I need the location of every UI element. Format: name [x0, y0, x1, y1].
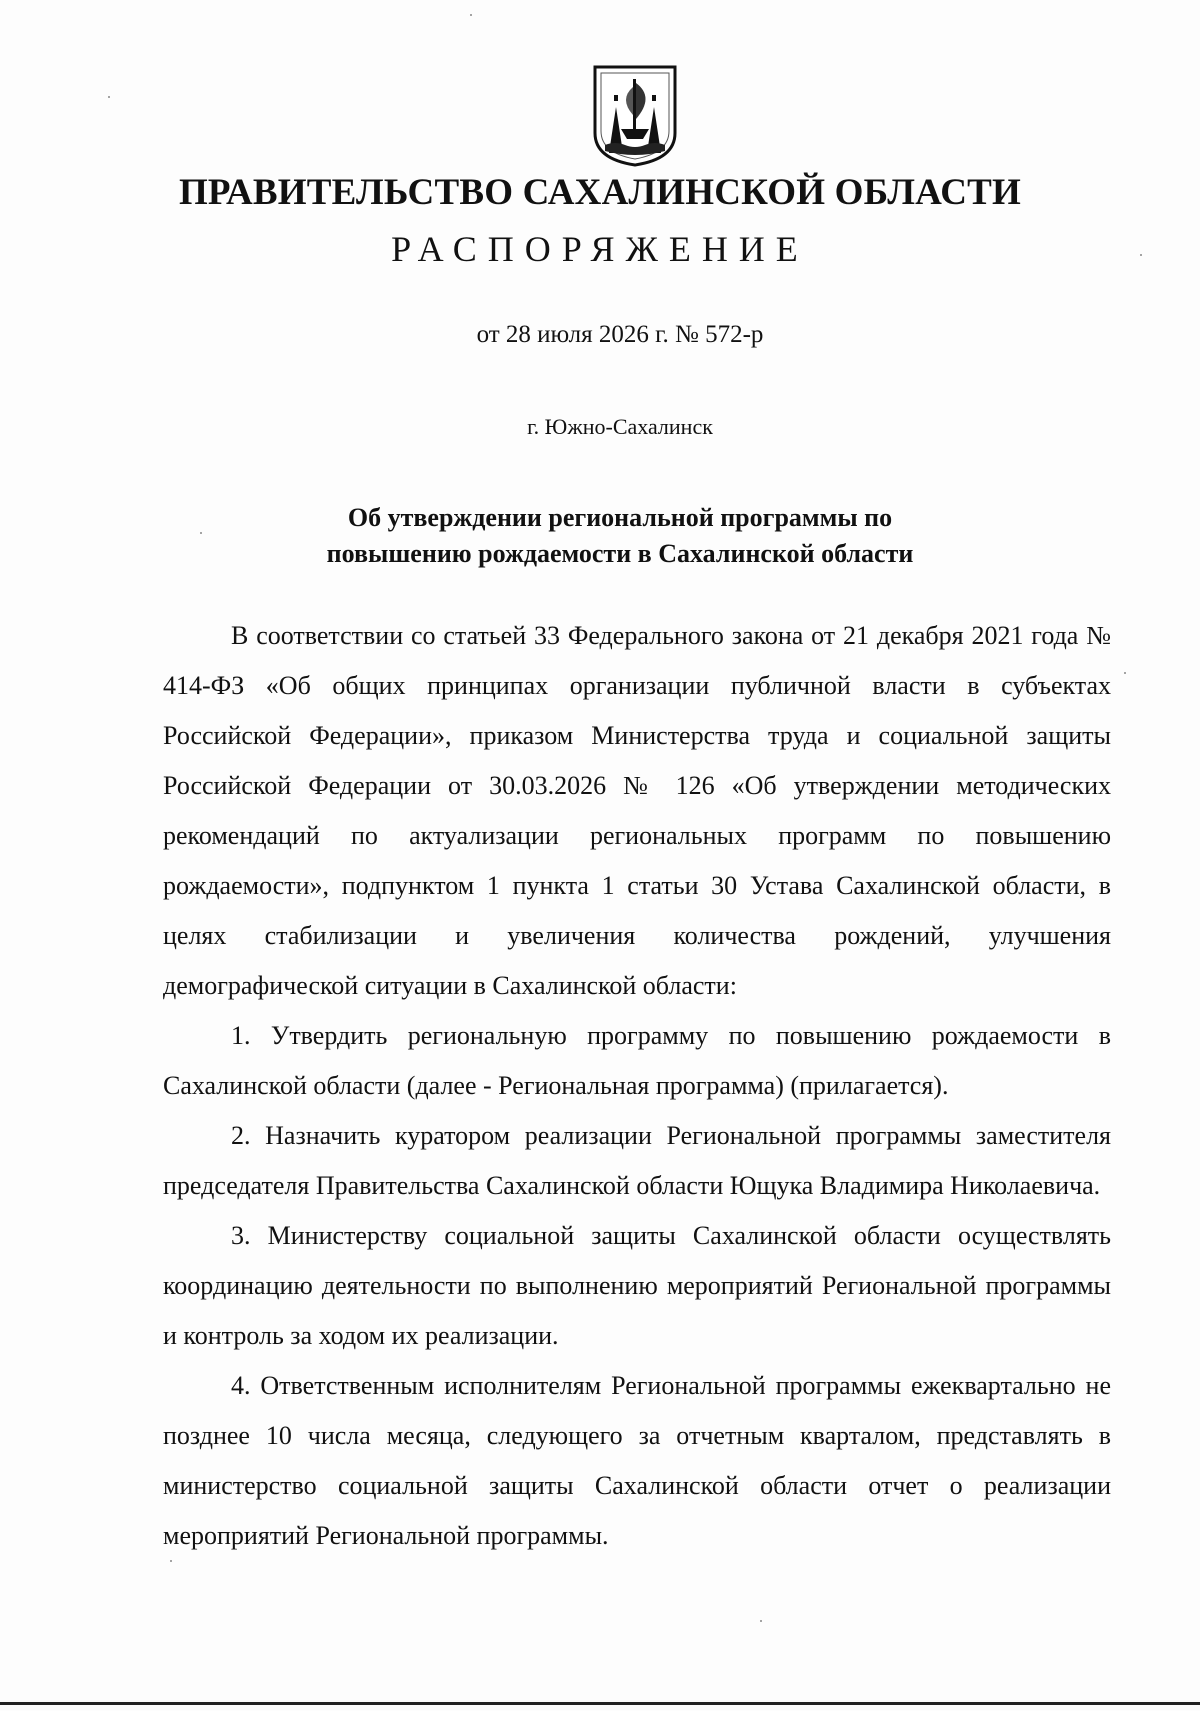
scan-speck: [170, 1560, 172, 1562]
clause-3-paragraph: 3. Министерству социальной защиты Сахалинской области осуществлять координацию деятельности по выполнению мероприятий Региональной программы и контроль за ходом их реализации.: [163, 1221, 1111, 1350]
scan-speck: [108, 96, 110, 98]
document-date-number: от 28 июля 2026 г. № 572-р: [476, 321, 764, 348]
sakhalin-coat-of-arms-icon: [589, 63, 681, 167]
clause-4-paragraph: 4. Ответственным исполнителям Региональной программы ежеквартально не позднее 10 числа месяца, следующего за отчетным кварталом, представлять в министерство социальной защиты Сахалинской области отчет о реализации мероприятий Региональной программы.: [163, 1371, 1111, 1550]
scan-speck: [1124, 672, 1126, 674]
document-heading-line2: повышению рождаемости в Сахалинской области: [326, 539, 914, 568]
scan-speck: [760, 1620, 762, 1622]
clause-1-paragraph: 1. Утвердить региональную программу по повышению рождаемости в Сахалинской области (далее - Региональная программа) (прилагается).: [163, 1021, 1111, 1100]
scan-speck: [200, 532, 202, 534]
clause-2-paragraph: 2. Назначить куратором реализации Региональной программы заместителя председателя Правительства Сахалинской области Ющука Владимира Николаевича.: [163, 1121, 1111, 1200]
preamble-paragraph: В соответствии со статьей 33 Федерального закона от 21 декабря 2021 года № 414-ФЗ «Об общих принципах организации публичной власти в субъектах Российской Федерации», приказом Министерства труда и социальной защиты Российской Федерации от 30.03.2026 № 126 «Об утверждении методических рекомендаций по актуализации региональных программ по повышению рождаемости», подпунктом 1 пункта 1 статьи 30 Устава Сахалинской области, в целях стабилизации и увеличения количества рождений, улучшения демографической ситуации в Сахалинской области:: [163, 621, 1111, 1000]
government-title: ПРАВИТЕЛЬСТВО САХАЛИНСКОЙ ОБЛАСТИ: [178, 172, 1022, 213]
document-heading-line1: Об утверждении региональной программы по: [347, 503, 893, 532]
scan-speck: [1140, 254, 1142, 256]
scan-speck: [470, 14, 472, 16]
scan-bottom-edge: [0, 1702, 1200, 1705]
document-heading: [150, 500, 1050, 572]
document-city: г. Южно-Сахалинск: [527, 414, 713, 439]
document-type: РАСПОРЯЖЕНИЕ: [391, 229, 809, 269]
document-body: [163, 611, 1111, 1561]
